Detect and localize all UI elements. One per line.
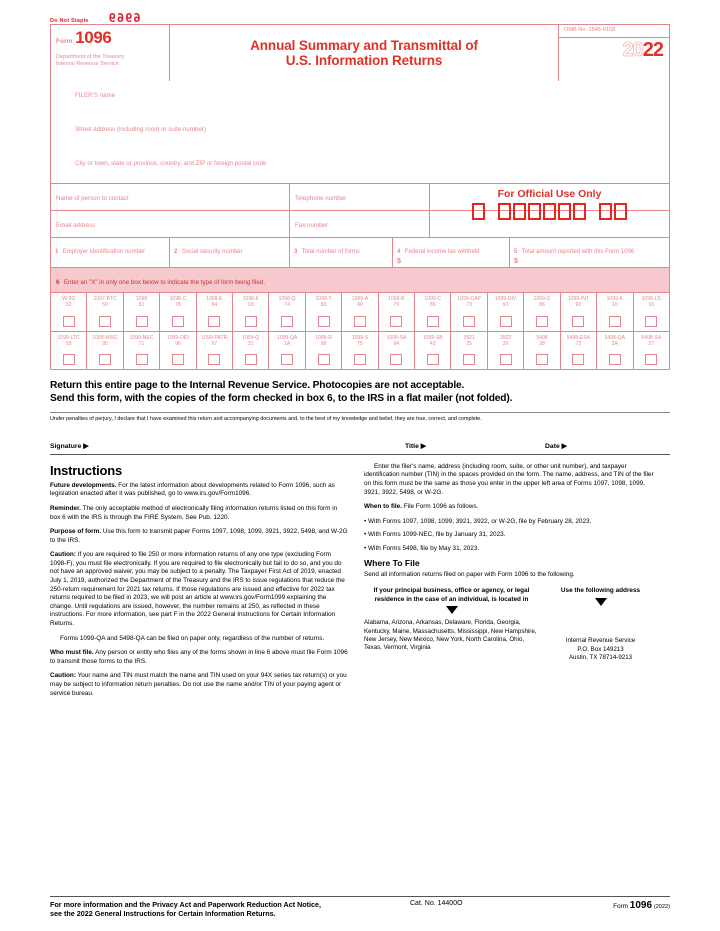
box-6-number: 6 — [56, 279, 60, 286]
box-5-label: Total amount reported with this Form 1096 — [521, 249, 635, 255]
form-type-code: 5498-ESA — [566, 334, 590, 341]
instructions-section — [50, 463, 670, 704]
form-type-checkbox[interactable] — [318, 354, 330, 365]
form-type-checkbox[interactable] — [172, 316, 184, 327]
fax-field[interactable] — [290, 211, 430, 237]
return-notice-line-2: Send this form, with the copies of the form checked in box 6, to the IRS in a flat mailer (not folded). — [50, 393, 513, 405]
form-type-number: 32 — [65, 302, 72, 309]
form-type-number: 26 — [502, 340, 509, 347]
form-type-checkbox[interactable] — [500, 354, 512, 365]
official-use-spacer — [430, 211, 669, 237]
form-type-cell[interactable] — [379, 293, 415, 331]
box-3-total-forms[interactable] — [290, 238, 393, 267]
address-line-3: Austin, TX 78714-9213 — [568, 654, 633, 662]
address-line-2: P.O. Box 149213 — [577, 645, 624, 653]
box-2-number: 2 — [174, 249, 178, 255]
form-type-number: 83 — [320, 302, 327, 309]
form-type-checkbox[interactable] — [172, 354, 184, 365]
form-type-cell[interactable] — [87, 332, 123, 370]
form-type-number: 72 — [575, 340, 582, 347]
box-4-number: 4 — [397, 249, 401, 255]
contact-person-label: Name of person to contact — [56, 195, 129, 202]
form-type-checkbox[interactable] — [99, 354, 111, 365]
top-strip — [50, 0, 670, 24]
filer-address-block — [51, 81, 669, 184]
footer-form-id — [545, 900, 670, 911]
form-type-number: 1A — [284, 340, 291, 347]
form-type-code: 5498-QA — [604, 334, 625, 341]
form-type-checkbox[interactable] — [463, 354, 475, 365]
return-notice-line-1: Return this entire page to the Internal Revenue Service. Photocopies are not acceptable. — [50, 380, 465, 392]
form-type-code: 1099-DIV — [494, 296, 517, 302]
form-type-checkbox[interactable] — [354, 354, 366, 365]
form-type-cell[interactable] — [634, 332, 669, 370]
form-number: 1096 — [75, 28, 112, 47]
form-type-code: 5498-SA — [641, 334, 662, 341]
form-type-checkbox[interactable] — [63, 316, 75, 327]
form-type-code: W-2G — [62, 296, 76, 302]
form-title-block — [170, 25, 559, 81]
where-to-file-table-body — [364, 619, 662, 662]
box-4-label: Federal income tax withheld — [404, 249, 480, 255]
box-1-label: Employer identification number — [62, 249, 146, 255]
down-arrow-icon — [595, 598, 607, 606]
form-type-checkbox[interactable] — [609, 354, 621, 365]
form-type-cell[interactable] — [415, 332, 451, 370]
box-1-number: 1 — [55, 249, 59, 255]
form-type-number: 86 — [539, 302, 545, 309]
when-to-file-bullet: • With Forms 1099-NEC, file by January 31, 2023. — [364, 531, 506, 539]
signature-label: Signature ▶ — [50, 442, 89, 450]
form-type-cell[interactable] — [634, 293, 669, 331]
box-3-number: 3 — [294, 249, 298, 255]
instruction-paragraph-heading: Purpose of form. — [50, 528, 102, 536]
form-type-cell[interactable] — [415, 293, 451, 331]
form-type-number: 78 — [175, 302, 181, 309]
form-type-number: 28 — [539, 340, 545, 347]
instruction-paragraph — [50, 528, 348, 545]
form-type-cell[interactable] — [269, 332, 305, 370]
where-to-file-text: Send all information returns filed on paper with Form 1096 to the following. — [364, 571, 575, 579]
form-type-code: 1099-NEC — [129, 334, 154, 341]
form-type-checkbox[interactable] — [536, 354, 548, 365]
telephone-label: Telephone number — [295, 195, 347, 202]
instructions-left-column — [50, 463, 348, 704]
form-type-cell[interactable] — [488, 332, 524, 370]
table-header-left — [364, 587, 539, 614]
form-type-code: 1099-LTC — [57, 334, 80, 341]
form-type-checkbox[interactable] — [390, 316, 402, 327]
form-type-code: 1099-PATR — [201, 334, 228, 341]
instruction-paragraph — [50, 649, 348, 666]
form-type-cell[interactable] — [197, 332, 233, 370]
when-to-file-bullet: • With Forms 5498, file by May 31, 2023. — [364, 544, 480, 552]
form-type-cell[interactable] — [597, 332, 633, 370]
form-type-checkbox[interactable] — [536, 316, 548, 327]
form-type-code: 3922 — [499, 334, 512, 341]
title-label: Title ▶ — [405, 442, 426, 450]
form-type-cell[interactable] — [379, 332, 415, 370]
form-type-number: 92 — [575, 302, 582, 309]
instructions-heading: Instructions — [50, 462, 122, 478]
form-type-number: 81 — [138, 302, 145, 309]
form-type-cell[interactable] — [51, 293, 87, 331]
form-type-number: 79 — [393, 302, 400, 309]
form-type-number: 27 — [648, 340, 655, 347]
fax-label: Fax number — [295, 222, 329, 229]
right-intro-paragraph: Enter the filer's name, address (including room, suite, or other unit number), and taxpayer identification number (TIN) in the spaces provided on the form. The name, address, and TIN of the filer on this form must be the same as those you enter in the upper left area of Forms 1097, 1098, 1099, 3921, 3922, 5498, or W-2G. — [364, 462, 654, 496]
instructions-right-column — [364, 463, 662, 704]
form-type-code: 1099-SB — [422, 334, 443, 341]
form-type-cell[interactable] — [342, 332, 378, 370]
form-type-number: 10 — [611, 302, 618, 309]
form-type-number: 75 — [357, 340, 363, 347]
filer-name-field[interactable] — [51, 81, 669, 115]
form-header — [51, 25, 669, 81]
form-type-checkbox[interactable] — [390, 354, 402, 365]
instruction-paragraph-heading: Future developments. — [50, 481, 117, 489]
box-4-dollar-sign: $ — [397, 258, 401, 265]
form-word-label: Form — [56, 38, 73, 45]
department-line-1: Department of the Treasury — [56, 54, 125, 60]
footer-form-year: (2022) — [653, 903, 670, 910]
form-type-cell[interactable] — [524, 293, 560, 331]
form-type-number: 73 — [466, 302, 472, 309]
form-type-checkbox[interactable] — [427, 354, 439, 365]
telephone-field[interactable] — [290, 184, 430, 210]
form-type-number: 43 — [429, 340, 436, 347]
form-type-number: 94 — [393, 340, 400, 347]
box-4-tax-withheld[interactable] — [393, 238, 510, 267]
form-type-number: 16 — [648, 302, 655, 309]
form-type-code: 1098 — [135, 296, 148, 302]
instruction-paragraph-text: Use this form to transmit paper Forms 1097, 1098, 1099, 3921, 3922, 5498, and W-2G to the IRS. — [50, 528, 348, 544]
where-to-file-heading: Where To File — [364, 558, 420, 569]
form-type-cell[interactable] — [561, 332, 597, 370]
instruction-paragraph — [50, 505, 348, 522]
box-2-label: Social security number — [181, 249, 243, 255]
form-type-code: 1099-S — [351, 334, 369, 341]
date-label: Date ▶ — [545, 442, 567, 450]
form-type-checkbox[interactable] — [136, 354, 148, 365]
instruction-paragraph-heading: Who must file. — [50, 649, 94, 657]
table-states-cell: Alabama, Arizona, Arkansas, Delaware, Florida, Georgia, Kentucky, Maine, Massachusetts, Mississippi, New Hampshire, New Jersey, New Mexico, New York, North Carolina, Ohio, Texas, Vermont, Virginia — [364, 619, 537, 652]
void-control-number: 6969 — [108, 10, 142, 24]
form-title-line-2: U.S. Information Returns — [285, 53, 443, 68]
when-to-file-paragraph — [364, 503, 662, 512]
box-5-number: 5 — [514, 249, 518, 255]
form-type-checkbox[interactable] — [281, 316, 293, 327]
contact-row-2 — [51, 211, 669, 238]
form-type-code: 1097-BTC — [93, 296, 117, 302]
form-type-number: 03 — [247, 302, 254, 309]
form-type-code: 1099-MISC — [92, 334, 118, 341]
form-type-cell[interactable] — [233, 332, 269, 370]
form-type-code: 1099-CAP — [457, 296, 481, 302]
down-arrow-icon — [446, 606, 458, 614]
form-main-box — [50, 24, 670, 370]
email-field[interactable] — [51, 211, 290, 237]
box-6-instruction: Enter an "X" in only one box below to indicate the type of form being filed. — [63, 279, 266, 286]
instruction-paragraph-text: Your name and TIN must match the name and TIN used on your 94X series tax return(s) or you may be subject to information return penalties. Do not use the name and/or TIN of your paying agent or service bureau. — [50, 672, 347, 697]
form-type-code: 1099-INT — [567, 296, 589, 302]
form-type-cell[interactable] — [233, 293, 269, 331]
form-type-cell[interactable] — [306, 332, 342, 370]
contact-row-1 — [51, 184, 669, 211]
form-type-code: 1099-SA — [386, 334, 407, 341]
table-header-left-text: If your principal business, office or agency, or legal residence in the case of an individual, is located in — [373, 587, 530, 603]
when-to-file-text: File Form 1096 as follows. — [402, 503, 479, 511]
do-not-staple-label: Do Not Staple — [50, 18, 89, 24]
omb-number: OMB No. 1545-0108 — [559, 25, 669, 38]
form-type-checkbox[interactable] — [645, 354, 657, 365]
filer-name-label: FILER'S name — [75, 92, 116, 99]
title-field[interactable] — [405, 442, 545, 450]
filer-city-field[interactable] — [51, 149, 669, 183]
form-type-cell[interactable] — [451, 332, 487, 370]
contact-person-field[interactable] — [51, 184, 290, 210]
box-2-ssn[interactable] — [170, 238, 290, 267]
form-type-cell[interactable] — [597, 293, 633, 331]
numbered-boxes-row — [51, 238, 669, 268]
box-6-header — [51, 268, 669, 293]
email-label: Email address — [56, 222, 96, 229]
form-type-number: 50 — [102, 302, 108, 309]
form-type-checkbox[interactable] — [136, 316, 148, 327]
form-type-code: 1099-B — [388, 296, 405, 302]
form-type-number: 95 — [102, 340, 108, 347]
form-type-code: 1098-F — [242, 296, 259, 302]
form-type-number: 85 — [429, 302, 436, 309]
address-line-1: Internal Revenue Service — [565, 637, 636, 645]
form-type-checkbox[interactable] — [354, 316, 366, 327]
tax-year-suffix: 22 — [642, 39, 663, 61]
form-type-code: 1099-QA — [276, 334, 298, 341]
signature-field[interactable] — [50, 442, 405, 450]
form-type-cell[interactable] — [124, 293, 160, 331]
official-use-title: For Official Use Only — [497, 188, 602, 200]
form-type-checkbox[interactable] — [572, 354, 584, 365]
form-type-cell[interactable] — [87, 293, 123, 331]
form-type-code: 1099-G — [533, 296, 551, 302]
date-field[interactable] — [545, 442, 670, 450]
form-type-number: 97 — [211, 340, 218, 347]
footer-notice-line-1: For more information and the Privacy Act and Paperwork Reduction Act Notice, — [50, 899, 322, 909]
form-type-checkbox[interactable] — [609, 316, 621, 327]
instruction-paragraph-text: The only acceptable method of electronically filing information returns listed on this form in box 6 with the IRS is through the FIRE System. See Pub. 1220. — [50, 504, 338, 521]
form-type-code: 1098-E — [206, 296, 223, 302]
tax-year-prefix: 20 — [622, 39, 643, 61]
box-3-label: Total number of forms — [301, 249, 360, 255]
form-type-checkbox[interactable] — [208, 354, 220, 365]
instruction-paragraph-text: Any person or entity who files any of the forms shown in line 6 above must file Form 1096 to transmit those forms to the IRS. — [50, 649, 348, 665]
form-type-number: 96 — [175, 340, 181, 347]
penalties-of-perjury-text: Under penalties of perjury, I declare that I have examined this return and accompanying documents and, to the best of my knowledge and belief, they are true, correct, and complete. — [50, 412, 670, 424]
form-type-cell[interactable] — [306, 293, 342, 331]
where-to-file-table-header — [364, 587, 662, 614]
footer-notice — [50, 900, 410, 919]
table-address-cell — [539, 619, 662, 662]
form-type-checkbox[interactable] — [318, 316, 330, 327]
instruction-paragraph-heading: Reminder. — [50, 504, 81, 512]
form-type-checkbox[interactable] — [572, 316, 584, 327]
form-type-code: 1099-A — [351, 296, 369, 302]
form-type-cell[interactable] — [451, 293, 487, 331]
instruction-paragraph — [50, 672, 348, 698]
form-type-cell[interactable] — [51, 332, 87, 370]
form-type-code: 1098-Q — [278, 296, 296, 302]
when-to-file-heading: When to file. — [364, 503, 402, 511]
form-type-checkbox[interactable] — [99, 316, 111, 327]
form-type-checkbox[interactable] — [245, 354, 257, 365]
footer-form-number: 1096 — [629, 899, 653, 911]
omb-year-block — [559, 25, 669, 81]
box-1-ein[interactable] — [51, 238, 170, 267]
form-type-number: 91 — [502, 302, 509, 309]
form-type-number: 71 — [138, 340, 145, 347]
instruction-paragraph — [50, 482, 348, 499]
form-type-checkbox[interactable] — [463, 316, 475, 327]
form-type-cell[interactable] — [342, 293, 378, 331]
form-type-checkbox[interactable] — [427, 316, 439, 327]
form-type-checkbox[interactable] — [63, 354, 75, 365]
form-type-code: 5498 — [536, 334, 548, 341]
form-type-cell[interactable] — [124, 332, 160, 370]
form-type-cell[interactable] — [269, 293, 305, 331]
form-type-checkbox[interactable] — [500, 316, 512, 327]
instruction-paragraph-text: Forms 1099-QA and 5498-QA can be filed on paper only, regardless of the number of returns. — [60, 634, 325, 642]
form-type-code: 1099-C — [424, 296, 442, 302]
form-type-grid-row-2 — [51, 331, 669, 370]
form-type-code: 1099-OID — [166, 334, 189, 341]
instruction-paragraph-heading: Caution: — [50, 672, 76, 680]
box-5-dollar-sign: $ — [514, 258, 518, 265]
form-type-number: 93 — [65, 340, 72, 347]
department-line-2: Internal Revenue Service — [56, 61, 119, 68]
footer-form-word: Form — [613, 902, 629, 910]
form-type-grid-row-1 — [51, 293, 669, 331]
form-type-number: 80 — [357, 302, 363, 309]
signature-underline — [50, 452, 670, 455]
form-type-number: 74 — [284, 302, 290, 309]
form-type-cell[interactable] — [197, 293, 233, 331]
form-type-number: 2A — [611, 340, 618, 347]
form-type-number: 98 — [320, 340, 327, 347]
form-type-code: 1098-C — [169, 296, 187, 302]
form-type-number: 84 — [211, 302, 218, 309]
form-type-cell[interactable] — [561, 293, 597, 331]
form-type-code: 1098-T — [315, 296, 332, 302]
form-type-code: 1099-LS — [641, 296, 661, 302]
return-notice — [50, 379, 670, 405]
when-to-file-bullet: • With Forms 1097, 1098, 1099, 3921, 3922, or W-2G, file by February 28, 2023. — [364, 517, 592, 525]
instruction-paragraph-heading: Caution: — [50, 551, 76, 559]
form-type-cell[interactable] — [524, 332, 560, 370]
form-type-code: 1099-R — [315, 334, 332, 341]
form-type-checkbox[interactable] — [208, 316, 220, 327]
filer-street-label: Street address (including room or suite number) — [75, 126, 207, 133]
filer-street-field[interactable] — [51, 115, 669, 149]
catalog-number: Cat. No. 14400O — [410, 899, 463, 907]
instruction-paragraph-text: For the latest information about developments related to Form 1096, such as legislation enacted after it was published, go to www.irs.gov/Form1096. — [50, 481, 335, 498]
filer-city-label: City or town, state or province, country, and ZIP or foreign postal code — [75, 160, 267, 167]
footer-notice-line-2: see the 2022 General Instructions for Certain Information Returns. — [50, 909, 276, 919]
form-type-code: 3921 — [463, 334, 475, 341]
form-type-number: 31 — [247, 340, 254, 347]
instruction-paragraph — [50, 551, 348, 628]
form-type-number: 25 — [466, 340, 472, 347]
form-type-cell[interactable] — [160, 293, 196, 331]
table-header-right — [539, 587, 662, 614]
form-type-cell[interactable] — [488, 293, 524, 331]
instruction-paragraph-text: If you are required to file 250 or more information returns of any one type (excluding Form 1098-F), you must file electronically. If you are required to file electronically but fail to do so, and you do not have an approved waiver, you may be subject to a penalty. The Taxpayer First Act of 2019, enacted July 1, 2019, authorized the Department of the Treasury and the IRS to issue regulations that reduce the 250-return requirement for 2021 tax returns. If those regulations are issued and effective for 2022 tax returns required to be filed in 2023, we will post an article at www.irs.gov/Form1099 explaining the change. Until regulations are issued, however, the number remains at 250, as reflected in these instructions. For more information, see part F in the 2022 General Instructions for Certain Information Returns. — [50, 551, 345, 628]
instruction-paragraph — [50, 635, 348, 644]
form-identity-block — [51, 25, 170, 81]
form-title-line-1: Annual Summary and Transmittal of — [250, 37, 478, 53]
table-header-right-text: Use the following address — [560, 587, 641, 595]
form-type-code: 1099-Q — [242, 334, 260, 341]
form-type-code: 1099-K — [606, 296, 624, 302]
form-type-checkbox[interactable] — [645, 316, 657, 327]
signature-row — [50, 442, 670, 450]
box-5-total-amount[interactable] — [510, 238, 669, 267]
form-type-checkbox[interactable] — [245, 316, 257, 327]
form-type-cell[interactable] — [160, 332, 196, 370]
form-type-checkbox[interactable] — [281, 354, 293, 365]
page-footer — [50, 896, 670, 919]
official-use-block — [430, 184, 669, 210]
